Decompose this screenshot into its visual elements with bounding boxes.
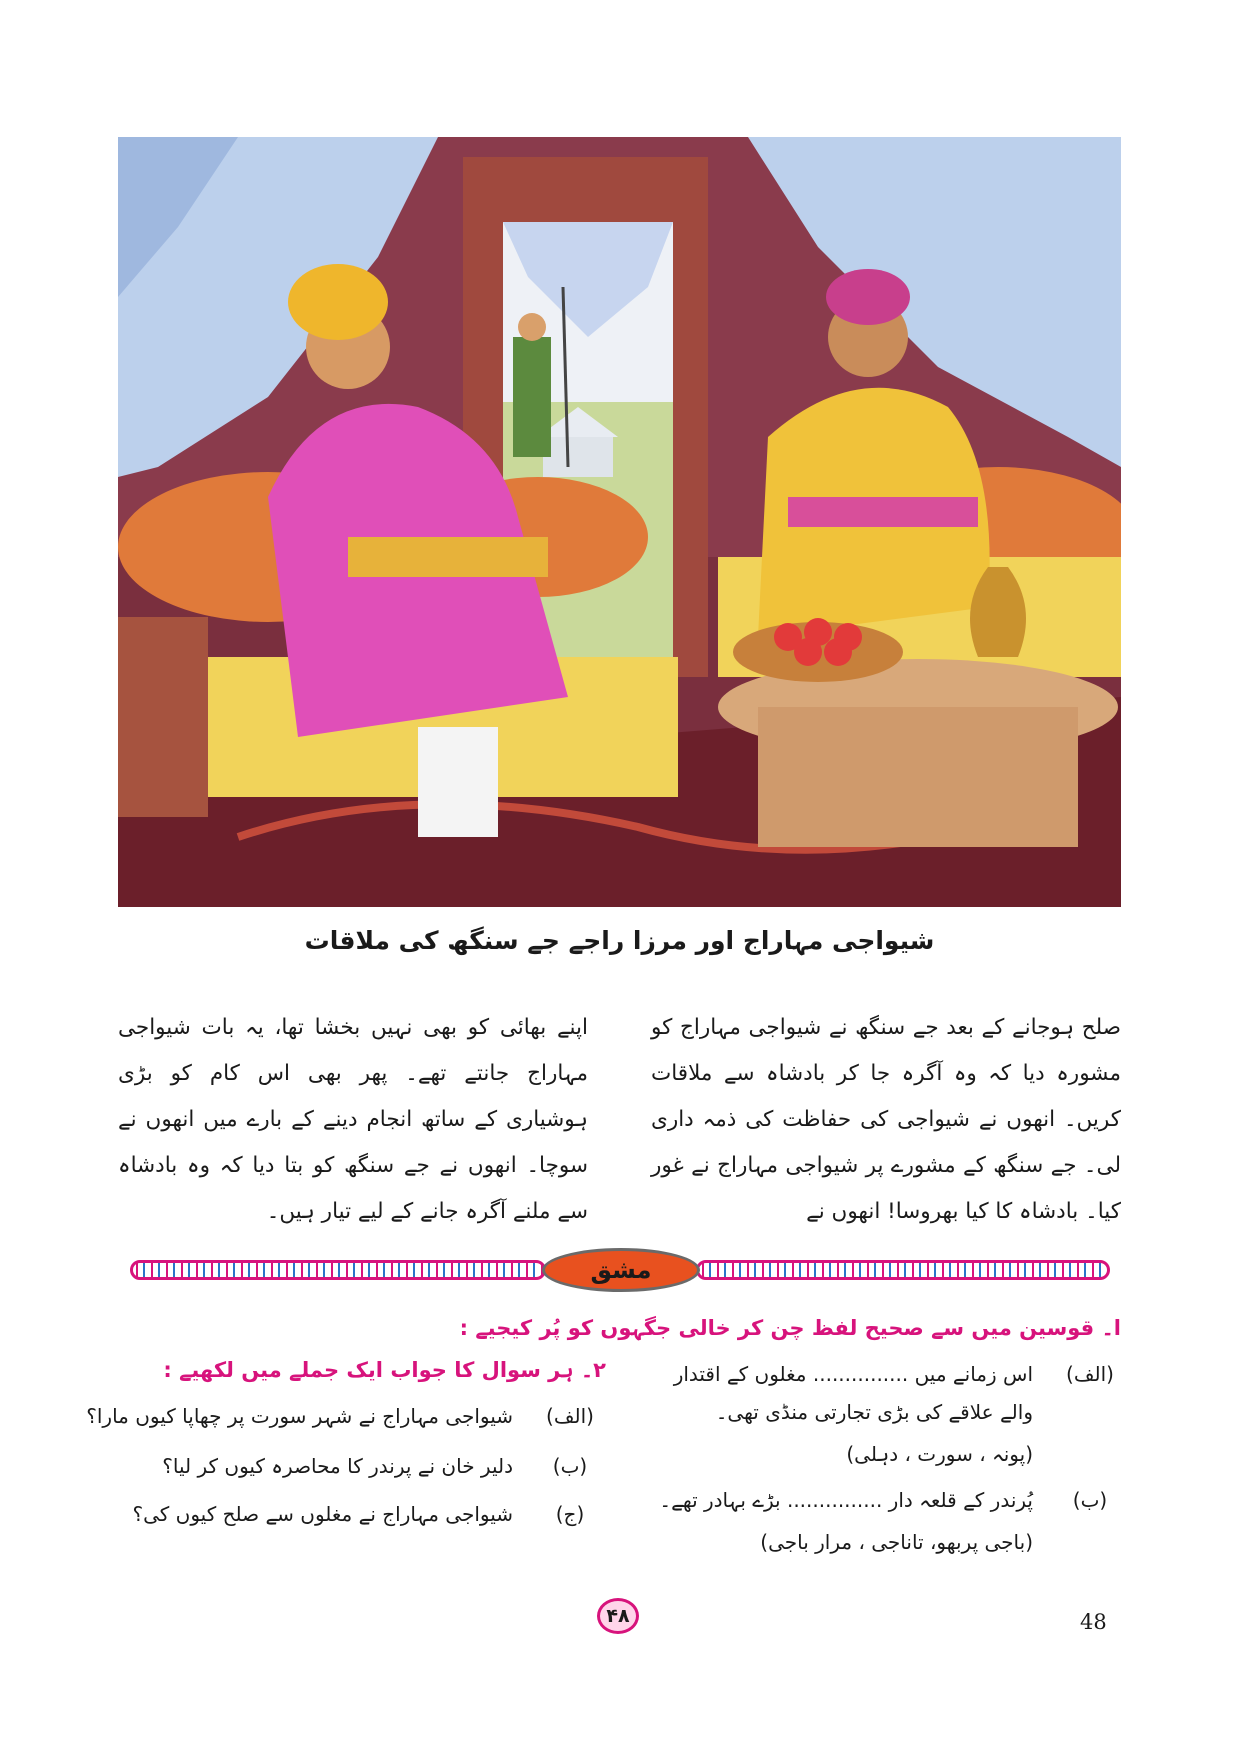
exercise-title-badge: مشق <box>542 1248 700 1292</box>
item-marker: (الف) <box>546 1404 594 1428</box>
page-number: 48 <box>1080 1610 1107 1634</box>
question-1-heading: ا۔ قوسین میں سے صحیح لفظ چن کر خالی جگہوں کو پُر کیجیے : <box>459 1316 1121 1340</box>
question-1-item-be <box>659 1488 1121 1512</box>
question-1-item-alif-options: (پونہ ، سورت ، دہلی) <box>846 1442 1033 1466</box>
item-text: پُرندر کے قلعہ دار ............... بڑے بہادر تھے۔ <box>659 1488 1033 1512</box>
decorative-chain-right <box>696 1260 1110 1280</box>
question-1-item-alif-continuation: والے علاقے کی بڑی تجارتی منڈی تھی۔ <box>715 1400 1033 1424</box>
item-marker: (ب) <box>552 1454 588 1478</box>
decorative-chain-left <box>130 1260 546 1280</box>
question-1-item-be-options: (باجی پربھو، تاناجی ، مرار باجی) <box>760 1530 1033 1554</box>
item-marker: (ج) <box>555 1502 585 1526</box>
exercise-divider <box>130 1248 1110 1292</box>
question-2-item-jim <box>132 1502 601 1526</box>
paragraph-right-column: صلح ہوجانے کے بعد جے سنگھ نے شیواجی مہاراج کو مشورہ دیا کہ وہ آگرہ جا کر بادشاہ سے ملاقات کریں۔ انھوں نے شیواجی کی حفاظت کی ذمہ داری لی۔ جے سنگھ کے مشورے پر شیواجی مہاراج نے غور کیا۔ بادشاہ کا کیا بھروسا! انھوں نے <box>651 1015 1121 1224</box>
question-2-item-alif <box>86 1404 601 1428</box>
question-1-item-alif <box>674 1362 1121 1386</box>
paragraph-left-column: اپنے بھائی کو بھی نہیں بخشا تھا، یہ بات شیواجی مہاراج جانتے تھے۔ پھر بھی اس کام کو بڑی ہوشیاری کے ساتھ انجام دینے کے بارے میں انھوں نے سوچا۔ انھوں نے جے سنگھ کو بتا دیا کہ وہ بادشاہ سے ملنے آگرہ جانے کے لیے تیار ہیں۔ <box>118 1015 588 1224</box>
item-text: دلیر خان نے پرندر کا محاصرہ کیوں کر لیا؟ <box>162 1454 513 1478</box>
item-text: اس زمانے میں ............... مغلوں کے اقتدار <box>673 1362 1033 1386</box>
item-marker: (الف) <box>1066 1362 1114 1386</box>
question-2-heading: ۲۔ ہر سوال کا جواب ایک جملے میں لکھیے : <box>163 1358 606 1382</box>
item-marker: (ب) <box>1072 1488 1108 1512</box>
item-text: شیواجی مہاراج نے شہر سورت پر چھاپا کیوں مارا؟ <box>86 1404 513 1428</box>
illustration-meeting-scene <box>118 137 1121 907</box>
question-2-item-be <box>162 1454 601 1478</box>
item-text: شیواجی مہاراج نے مغلوں سے صلح کیوں کی؟ <box>132 1502 513 1526</box>
urdu-page-number: ۴۸ <box>597 1598 639 1634</box>
illustration-caption: شیواجی مہاراج اور مرزا راجے جے سنگھ کی ملاقات <box>304 926 935 955</box>
